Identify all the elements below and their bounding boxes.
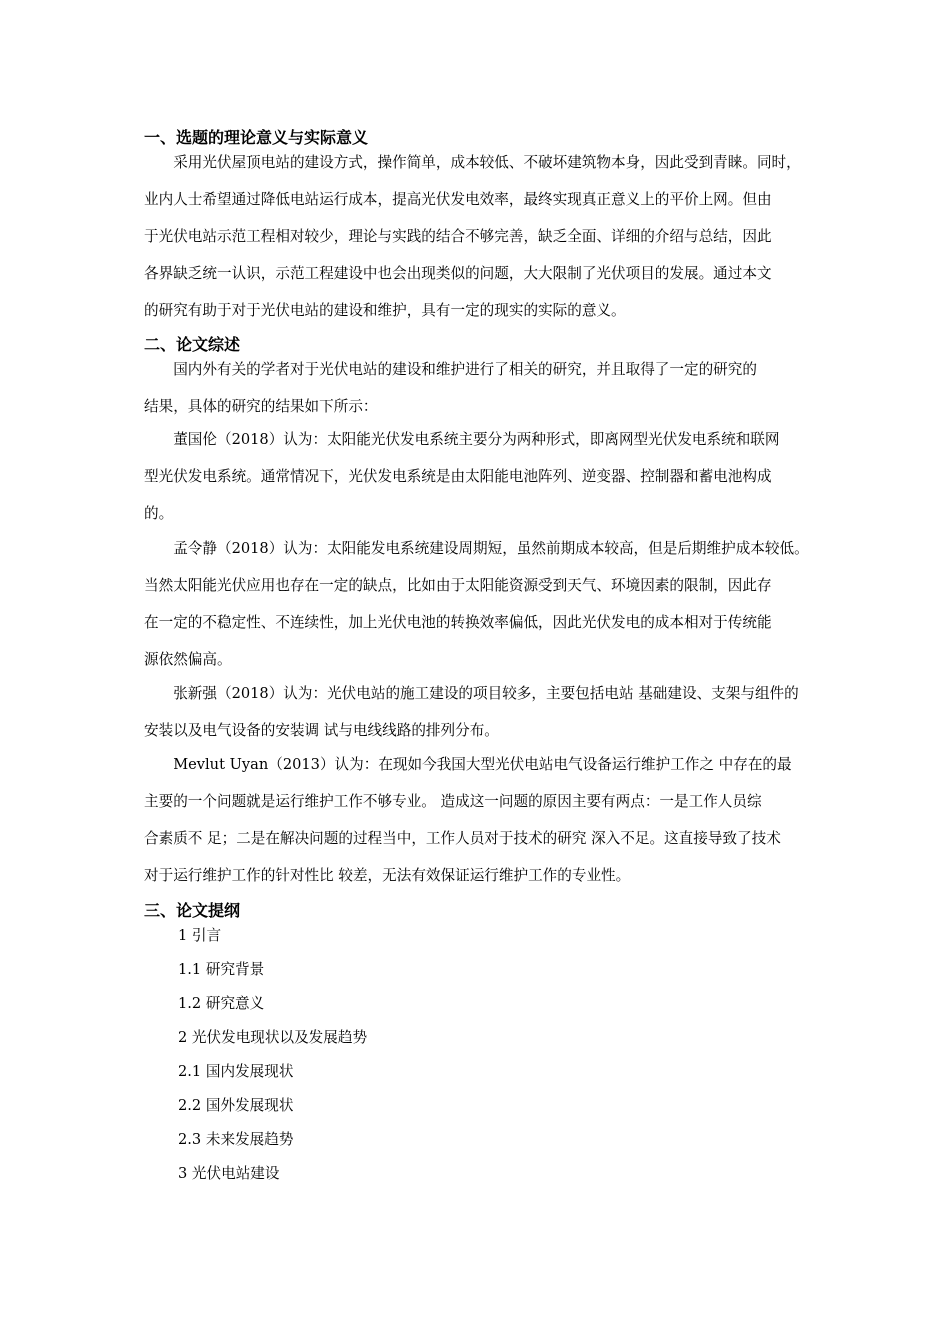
outline-item: 2.2 国外发展现状 (178, 1097, 294, 1114)
text-line: 当然太阳能光伏应用也存在一定的缺点，比如由于太阳能资源受到天气、环境因素的限制，因此存 (144, 577, 772, 594)
text-line: 的研究有助于对于光伏电站的建设和维护，具有一定的现实的实际的意义。 (144, 302, 626, 319)
text-line: 的。 (144, 505, 174, 522)
review-paragraph-zhang (144, 675, 854, 749)
section-2-heading: 二、论文综述 (144, 335, 241, 354)
outline-item: 2.3 未来发展趋势 (178, 1131, 294, 1148)
text-line: 各界缺乏统一认识，示范工程建设中也会出现类似的问题，大大限制了光伏项目的发展。通过本文 (144, 265, 772, 282)
text-line: 型光伏发电系统。通常情况下，光伏发电系统是由太阳能电池阵列、逆变器、控制器和蓄电池构成 (144, 468, 772, 485)
outline-item: 2.1 国内发展现状 (178, 1063, 294, 1080)
text-line: 孟令静（2018）认为：太阳能发电系统建设周期短，虽然前期成本较高，但是后期维护成本较低。 (144, 540, 809, 557)
review-paragraph-dong (144, 421, 854, 532)
text-line: 业内人士希望通过降低电站运行成本，提高光伏发电效率，最终实现真正意义上的平价上网。但由 (144, 191, 772, 208)
section-1-heading: 一、选题的理论意义与实际意义 (144, 128, 369, 147)
text-line: 董国伦（2018）认为：太阳能光伏发电系统主要分为两种形式，即离网型光伏发电系统和联网 (144, 431, 780, 448)
text-line: 结果，具体的研究的结果如下所示： (144, 398, 378, 415)
text-line: 采用光伏屋顶电站的建设方式，操作简单，成本较低、不破坏建筑物本身，因此受到青睐。同时， (144, 154, 801, 171)
text-line: 源依然偏高。 (144, 651, 232, 668)
text-line: 国内外有关的学者对于光伏电站的建设和维护进行了相关的研究，并且取得了一定的研究的 (144, 361, 757, 378)
section-3-heading: 三、论文提纲 (144, 901, 241, 920)
outline-item: 1.2 研究意义 (178, 995, 265, 1012)
text-line: Mevlut Uyan（2013）认为：在现如今我国大型光伏电站电气设备运行维护工作之 中存在的最 (144, 756, 792, 773)
section-2-intro (144, 351, 854, 425)
text-line: 安装以及电气设备的安装调 试与电线线路的排列分布。 (144, 722, 499, 739)
review-paragraph-meng (144, 530, 854, 678)
text-line: 合素质不 足；二是在解决问题的过程当中，工作人员对于技术的研究 深入不足。这直接导致了技术 (144, 830, 781, 847)
section-1-paragraph (144, 144, 854, 329)
outline-item: 3 光伏电站建设 (178, 1165, 280, 1182)
review-paragraph-uyan (144, 746, 854, 894)
text-line: 于光伏电站示范工程相对较少，理论与实践的结合不够完善，缺乏全面、详细的介绍与总结，因此 (144, 228, 772, 245)
outline-item: 1.1 研究背景 (178, 961, 265, 978)
text-line: 主要的一个问题就是运行维护工作不够专业。 造成这一问题的原因主要有两点：一是工作人员综 (144, 793, 762, 810)
text-line: 对于运行维护工作的针对性比 较差，无法有效保证运行维护工作的专业性。 (144, 867, 631, 884)
outline-item: 2 光伏发电现状以及发展趋势 (178, 1029, 368, 1046)
text-line: 张新强（2018）认为：光伏电站的施工建设的项目较多，主要包括电站 基础建设、支架与组件的 (144, 685, 799, 702)
outline-item: 1 引言 (178, 927, 222, 944)
text-line: 在一定的不稳定性、不连续性，加上光伏电池的转换效率偏低，因此光伏发电的成本相对于传统能 (144, 614, 772, 631)
